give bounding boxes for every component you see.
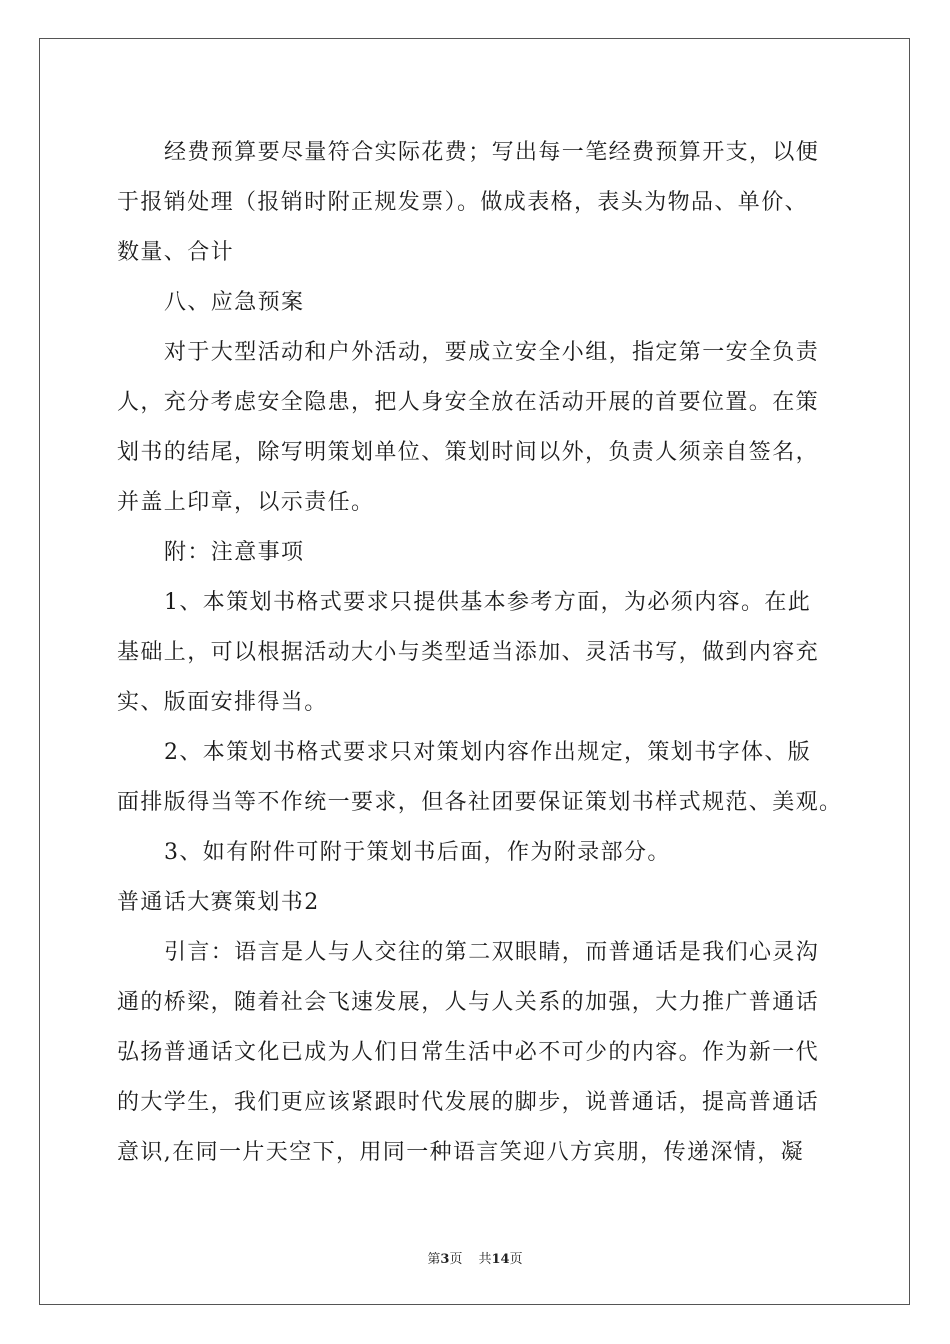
paragraph-line: 面排版得当等不作统一要求，但各社团要保证策划书样式规范、美观。 [117,790,843,815]
paragraph-line: 意识,在同一片天空下，用同一种语言笑迎八方宾朋，传递深情，凝 [117,1140,804,1165]
page-prefix: 第 [427,1252,441,1267]
paragraph-line: 引言：语言是人与人交往的第二双眼睛，而普通话是我们心灵沟 [164,940,820,965]
paragraph-line: 实、版面安排得当。 [117,690,328,715]
paragraph-line: 于报销处理（报销时附正规发票）。做成表格，表头为物品、单价、 [117,190,809,215]
paragraph-line: 3、如有附件可附于策划书后面，作为附录部分。 [164,840,671,865]
paragraph-line: 数量、合计 [117,240,235,265]
paragraph-line: 并盖上印章，以示责任。 [117,490,375,515]
paragraph-line: 对于大型活动和户外活动，要成立安全小组，指定第一安全负责 [164,340,820,365]
paragraph-line: 基础上，可以根据活动大小与类型适当添加、灵活书写，做到内容充 [117,640,820,665]
document-body [117,128,847,1178]
page-footer [0,1248,950,1267]
page-total: 14 [491,1252,510,1267]
paragraph-line: 通的桥梁，随着社会飞速发展，人与人关系的加强，大力推广普通话 [117,990,820,1015]
section-heading: 附：注意事项 [164,540,305,565]
paragraph-line: 弘扬普通话文化已成为人们日常生活中必不可少的内容。作为新一代 [117,1040,820,1065]
page-number: 3 [440,1252,450,1267]
document-title: 普通话大赛策划书2 [117,890,320,915]
paragraph-line: 的大学生，我们更应该紧跟时代发展的脚步，说普通话，提高普通话 [117,1090,820,1115]
section-heading: 八、应急预案 [164,290,305,315]
page-suffix: 页 [449,1252,463,1267]
total-suffix: 页 [509,1252,523,1267]
paragraph-line: 1、本策划书格式要求只提供基本参考方面，为必须内容。在此 [164,590,812,615]
paragraph-line: 人，充分考虑安全隐患，把人身安全放在活动开展的首要位置。在策 [117,390,820,415]
paragraph-line: 经费预算要尽量符合实际花费；写出每一笔经费预算开支，以便 [164,140,820,165]
paragraph-line: 2、本策划书格式要求只对策划内容作出规定，策划书字体、版 [164,740,812,765]
paragraph-line: 划书的结尾，除写明策划单位、策划时间以外，负责人须亲自签名， [117,440,820,465]
total-prefix: 共 [478,1252,492,1267]
